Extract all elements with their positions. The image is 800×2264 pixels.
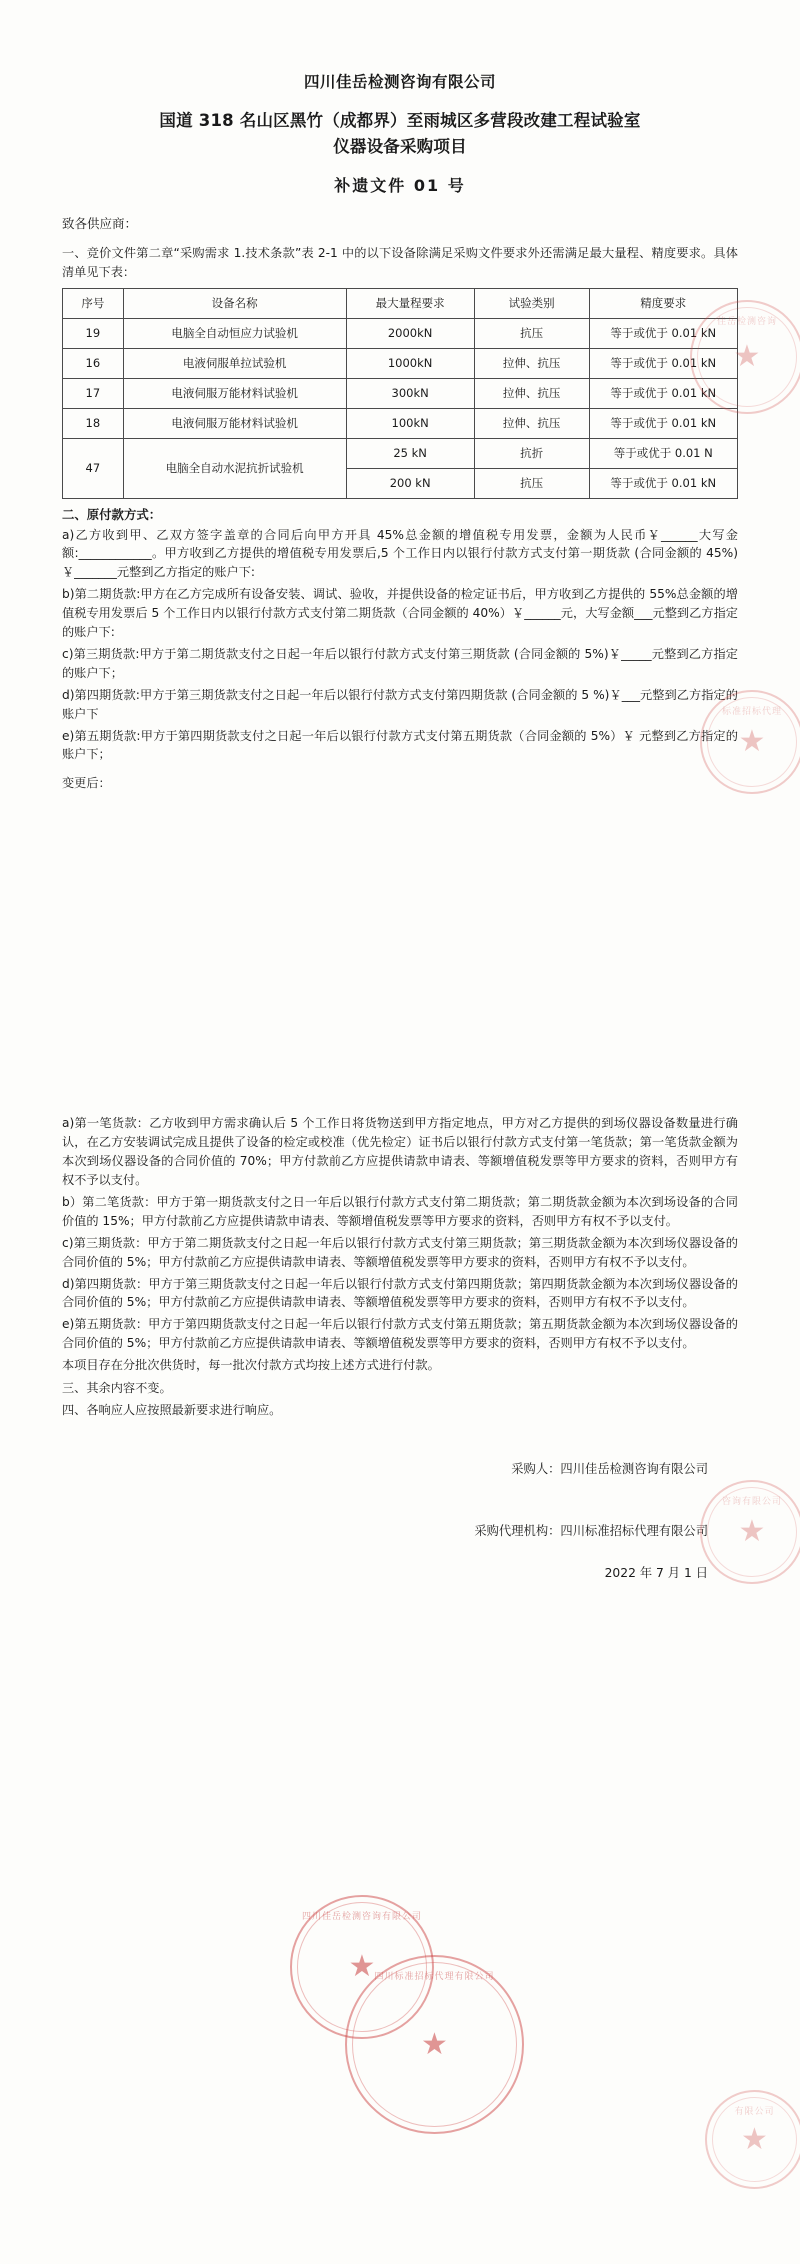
cell-name: 电脑全自动恒应力试验机 bbox=[123, 318, 346, 348]
table-row bbox=[63, 408, 738, 438]
cell-name: 电液伺服单拉试验机 bbox=[123, 348, 346, 378]
cell-accuracy: 等于或优于 0.01 kN bbox=[589, 348, 738, 378]
stamp-star-icon: ★ bbox=[348, 1949, 376, 1984]
stamp-star-icon: ★ bbox=[733, 339, 761, 374]
table-row bbox=[63, 378, 738, 408]
document-type: 补遗文件 01 号 bbox=[334, 176, 466, 196]
header-accuracy: 精度要求 bbox=[589, 288, 738, 318]
section-1-heading: 一、竞价文件第二章“采购需求 1.技术条款”表 2-1 中的以下设备除满足采购文件要求外还需满足最大量程、精度要求。具体清单见下表： bbox=[62, 246, 738, 280]
new-term-e: e)第五期货款：甲方于第四期货款支付之日起一年后以银行付款方式支付第五期货款；第五期货款金额为本次到场仪器设备的合同价值的 5%；甲方付款前乙方应提供请款申请表、等额增值税发票等甲方要求的资料，否则甲方有权不予以支付。 bbox=[62, 1317, 738, 1351]
stamp-text: 有限公司 bbox=[734, 2107, 775, 2117]
new-term-batch-note: 本项目存在分批次供货时，每一批次付款方式均按上述方式进行付款。 bbox=[62, 1358, 440, 1373]
header-capacity: 最大量程要求 bbox=[346, 288, 474, 318]
cell-test-type: 抗折 bbox=[474, 438, 589, 468]
header-test-type: 试验类别 bbox=[474, 288, 589, 318]
header-name: 设备名称 bbox=[123, 288, 346, 318]
blank-spacer bbox=[62, 796, 738, 1114]
cell-name: 电液伺服万能材料试验机 bbox=[123, 378, 346, 408]
agent-label: 采购代理机构： bbox=[474, 1524, 561, 1539]
stamp-text: 咨询有限公司 bbox=[721, 1497, 782, 1507]
table-row bbox=[63, 348, 738, 378]
salutation: 致各供应商： bbox=[62, 216, 138, 232]
stamp-inner-ring bbox=[712, 2097, 797, 2182]
stamp-text: 标准招标代理 bbox=[721, 707, 782, 717]
agent-value: 四川标准招标代理有限公司 bbox=[560, 1524, 708, 1539]
signature-block bbox=[62, 1438, 738, 1584]
stamp-bottom-left bbox=[290, 1895, 434, 2039]
cell-accuracy: 等于或优于 0.01 kN bbox=[589, 378, 738, 408]
cell-capacity: 25 kN bbox=[346, 438, 474, 468]
stamp-bottom-right bbox=[705, 2090, 800, 2189]
cell-test-type: 抗压 bbox=[474, 318, 589, 348]
cell-capacity: 1000kN bbox=[346, 348, 474, 378]
stamp-text: 四川佳岳检测咨询有限公司 bbox=[301, 1912, 422, 1922]
stamp-text: 四川标准招标代理有限公司 bbox=[374, 1972, 495, 1982]
cell-no: 47 bbox=[63, 438, 124, 498]
cell-accuracy: 等于或优于 0.01 kN bbox=[589, 318, 738, 348]
header-no: 序号 bbox=[63, 288, 124, 318]
original-term-d: d)第四期货款:甲方于第三期货款支付之日起一年后以银行付款方式支付第四期货款 (合同金额的 5 %)￥___元整到乙方指定的账户下 bbox=[62, 687, 738, 721]
stamp-star-icon: ★ bbox=[738, 1514, 766, 1549]
table-row bbox=[63, 438, 738, 468]
cell-no: 16 bbox=[63, 348, 124, 378]
cell-capacity: 2000kN bbox=[346, 318, 474, 348]
buyer-label: 采购人： bbox=[511, 1461, 561, 1476]
cell-name: 电脑全自动水泥抗折试验机 bbox=[123, 438, 346, 498]
section-2-heading: 二、原付款方式： bbox=[62, 506, 162, 522]
stamp-star-icon: ★ bbox=[741, 2121, 768, 2157]
original-term-c: c)第三期货款:甲方于第二期货款支付之日起一年后以银行付款方式支付第三期货款 (合同金额的 5%)￥_____元整到乙方指定的账户下； bbox=[62, 646, 738, 680]
equipment-table bbox=[62, 288, 738, 499]
cell-accuracy: 等于或优于 0.01 N bbox=[589, 438, 738, 468]
cell-test-type: 抗压 bbox=[474, 468, 589, 498]
section-4: 四、各响应人应按照最新要求进行响应。 bbox=[62, 1402, 282, 1417]
original-term-e: e)第五期货款:甲方于第四期货款支付之日起一年后以银行付款方式支付第五期货款（合同金额的 5%）￥ 元整到乙方指定的账户下； bbox=[62, 728, 738, 762]
project-title-line2: 仪器设备采购项目 bbox=[333, 136, 467, 156]
cell-test-type: 拉伸、抗压 bbox=[474, 408, 589, 438]
stamp-star-icon: ★ bbox=[738, 724, 766, 759]
table-row bbox=[63, 318, 738, 348]
cell-no: 18 bbox=[63, 408, 124, 438]
table-header-row bbox=[63, 288, 738, 318]
new-term-a: a)第一笔货款：乙方收到甲方需求确认后 5 个工作日将货物送到甲方指定地点，甲方对乙方提供的到场仪器设备数量进行确认，在乙方安装调试完成且提供了设备的检定或校准（优先检定）证书后以银行付款方式支付第一笔货款；第一笔货款金额为本次到场仪器设备的合同价值的 70%；甲方付款前乙方应提供请款申请表、等额增值税发票等甲方要求的资料，否则甲方有权不予以支付。 bbox=[62, 1116, 738, 1187]
stamp-inner-ring bbox=[297, 1902, 427, 2032]
buyer-line bbox=[62, 1438, 708, 1501]
original-term-a: a)乙方收到甲、乙双方签字盖章的合同后向甲方开具 45%总金额的增值税专用发票，金额为人民币￥______大写金额:____________。甲方收到乙方提供的增值税专用发票后,5 个工作日内以银行付款方式支付第一期货款 (合同金额的 45%)￥_______元整到乙方指定的账户下: bbox=[62, 527, 738, 580]
stamp-inner-ring bbox=[352, 1962, 517, 2127]
new-term-c: c)第三期货款：甲方于第二期货款支付之日起一年后以银行付款方式支付第三期货款；第三期货款金额为本次到场仪器设备的合同价值的 5%；甲方付款前乙方应提供请款申请表、等额增值税发票等甲方要求的资料，否则甲方有权不予以支付。 bbox=[62, 1235, 738, 1269]
change-label: 变更后： bbox=[62, 776, 111, 791]
signature-date: 2022 年 7 月 1 日 bbox=[604, 1566, 708, 1581]
cell-name: 电液伺服万能材料试验机 bbox=[123, 408, 346, 438]
stamp-star-icon: ★ bbox=[421, 2026, 448, 2062]
cell-no: 19 bbox=[63, 318, 124, 348]
stamp-bottom-center bbox=[345, 1955, 524, 2134]
cell-accuracy: 等于或优于 0.01 kN bbox=[589, 468, 738, 498]
company-name: 四川佳岳检测咨询有限公司 bbox=[303, 73, 496, 91]
stamp-text: 佳岳检测咨询 bbox=[716, 317, 777, 327]
cell-capacity: 300kN bbox=[346, 378, 474, 408]
buyer-value: 四川佳岳检测咨询有限公司 bbox=[560, 1461, 708, 1476]
agent-line bbox=[62, 1501, 708, 1564]
cell-capacity: 200 kN bbox=[346, 468, 474, 498]
new-term-d: d)第四期货款：甲方于第三期货款支付之日起一年后以银行付款方式支付第四期货款；第四期货款金额为本次到场仪器设备的合同价值的 5%；甲方付款前乙方应提供请款申请表、等额增值税发票等甲方要求的资料，否则甲方有权不予以支付。 bbox=[62, 1276, 738, 1310]
cell-no: 17 bbox=[63, 378, 124, 408]
cell-accuracy: 等于或优于 0.01 kN bbox=[589, 408, 738, 438]
cell-capacity: 100kN bbox=[346, 408, 474, 438]
new-term-b: b）第二笔货款：甲方于第一期货款支付之日一年后以银行付款方式支付第二期货款；第二期货款金额为本次到场设备的合同价值的 15%；甲方付款前乙方应提供请款申请表、等额增值税发票等甲方要求的资料，否则甲方有权不予以支付。 bbox=[62, 1194, 738, 1228]
cell-test-type: 拉伸、抗压 bbox=[474, 378, 589, 408]
section-3: 三、其余内容不变。 bbox=[62, 1381, 172, 1396]
cell-test-type: 拉伸、抗压 bbox=[474, 348, 589, 378]
original-term-b: b)第二期货款:甲方在乙方完成所有设备安装、调试、验收，并提供设备的检定证书后，甲方收到乙方提供的 55%总金额的增值税专用发票后 5 个工作日内以银行付款方式支付第二期货款（合同金额的 40%）￥______元，大写金额___元整到乙方指定的账户下: bbox=[62, 587, 738, 640]
project-title-line1: 国道 318 名山区黑竹（成都界）至雨城区多营段改建工程试验室 bbox=[159, 111, 641, 130]
